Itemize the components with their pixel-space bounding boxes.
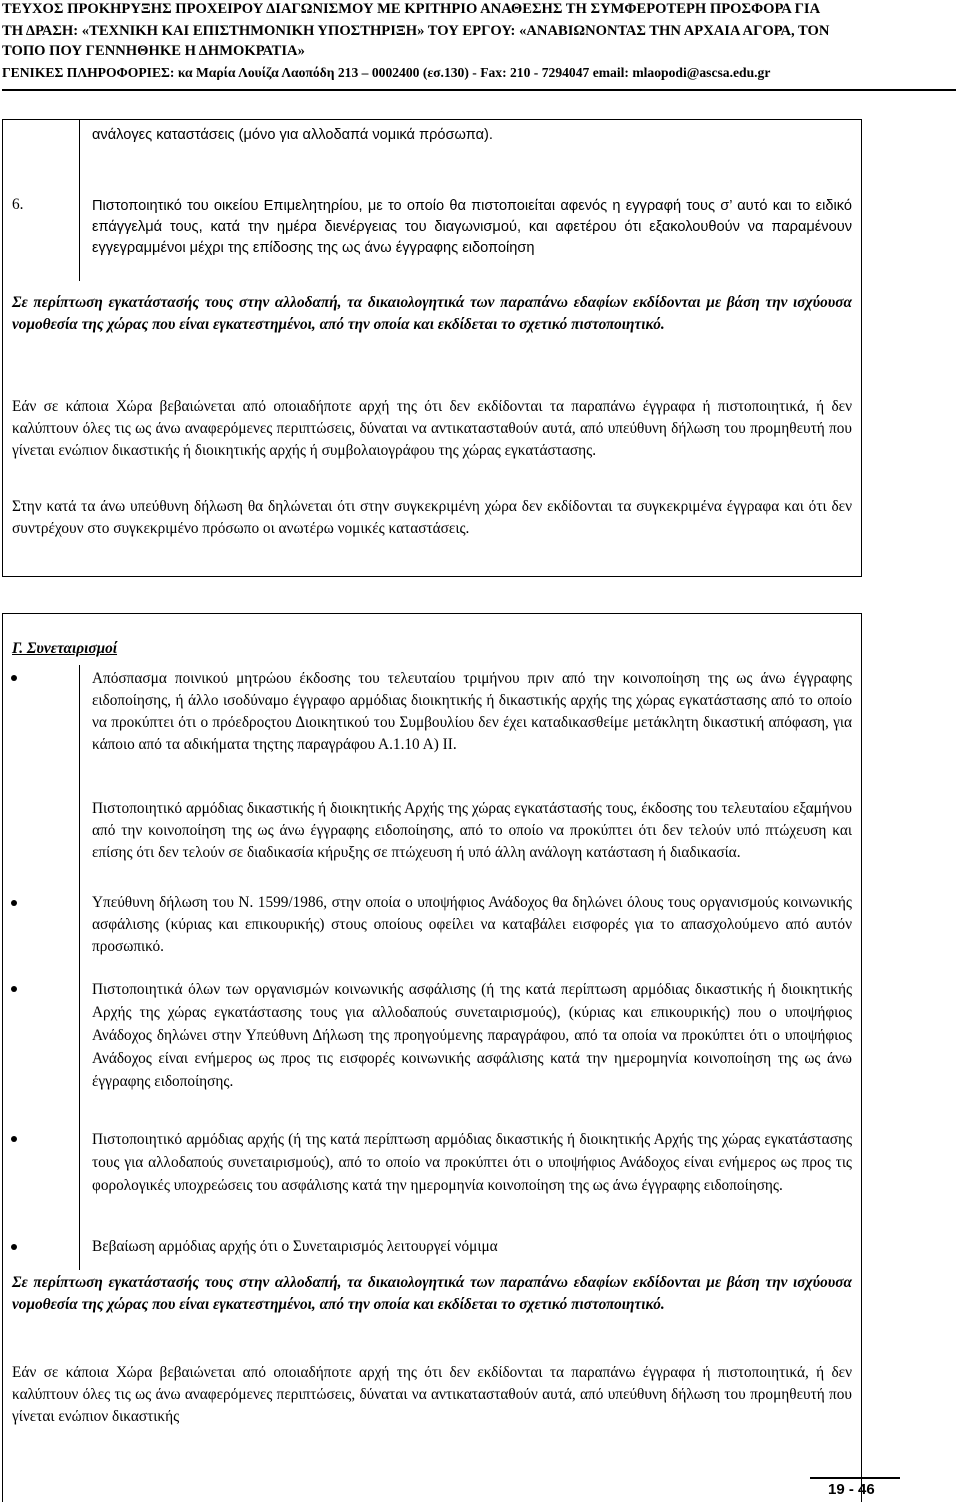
item-number: 6. xyxy=(12,196,24,213)
tax-certificate-item: Πιστοποιητικό αρμόδιας αρχής (ή της κατά περίπτωση αρμόδιας δικαστικής ή διοικητικής Αρχής της χώρας εγκατάστασης τους για αλλοδαπούς συνεταιρισμούς), από το οποίο να προκύπτει ότι ο υποψήφιος Ανάδοχος είναι ενήμερος ως προς τις φορολογικές υποχρεώσεις του ασφάλισης κατά την ημερομηνία κοινοποίηση της ως άνω έγγραφης ειδοποίησης. xyxy=(92,1131,852,1194)
header-contact-line: ΓΕΝΙΚΕΣ ΠΛΗΡΟΦΟΡΙΕΣ: κα Μαρία Λουίζα Λαοπόδη 213 – 0002400 (εσ.130) - Fax: 210 - 7294047 email: mlaopodi@ascsa.edu.gr xyxy=(2,65,771,80)
header-line-3: ΤΟΠΟ ΠΟΥ ΓΕΝΝΗΘΗΚΕ Η ΔΗΜΟΚΡΑΤΙΑ» xyxy=(2,43,305,59)
header-line-1: ΤΕΥΧΟΣ ΠΡΟΚΗΡΥΞΗΣ ΠΡΟΧΕΙΡΟΥ ΔΙΑΓΩΝΙΣΜΟΥ ΜΕ ΚΡΙΤΗΡΙΟ ΑΝΑΘΕΣΗΣ ΤΗ ΣΥΜΦΕΡΟΤΕΡΗ ΠΡΟΣΦΟΡΑ ΓΙΑ xyxy=(2,1,821,17)
bullet-icon xyxy=(11,900,17,906)
foreign-establishment-note-2: Σε περίπτωση εγκατάστασής τους στην αλλοδαπή, τα δικαιολογητικά των παραπάνω εδαφίων εκδίδονται με βάση την ισχύουσα νομοθεσία της χώρας που είναι εγκατεστημένοι, από την οποία και εκδίδεται το σχετικό πιστοποιητικό. xyxy=(12,1274,852,1313)
bullet-icon xyxy=(11,1136,17,1142)
criminal-record-item: Απόσπασμα ποινικού μητρώου έκδοσης του τελευταίου τριμήνου πριν από την κοινοποίηση της ως άνω έγγραφης ειδοποίησης, ή άλλο ισοδύναμο έγγραφο αρμόδιας διοικητικής ή δικαστικής αρχής της χώρας εγκατάστασης από το οποίο να προκύπτει ότι ο πρόεδροςτου Διοικητικού του Συμβουλίου δεν έχει καταδικασθείμε μετάκλητη δικαστική απόφαση, για κάποιο από τα αδικήματα τηςτης παραγράφου Α.1.10 Α) ΙΙ. xyxy=(92,670,852,753)
foreign-establishment-note: Σε περίπτωση εγκατάστασής τους στην αλλοδαπή, τα δικαιολογητικά των παραπάνω εδαφίων εκδίδονται με βάση την ισχύουσα νομοθεσία της χώρας που είναι εγκατεστημένοι, από την οποία και εκδίδεται το σχετικό πιστοποιητικό. xyxy=(12,294,852,333)
chamber-certificate-item: Πιστοποιητικό του οικείου Επιμελητηρίου, με το οποίο θα πιστοποιείται αφενός η εγγραφή τους σ’ αυτό και το ειδικό επάγγελμά τους, κατά την ημέρα διενέργειας του διαγωνισμού, και αφετέρου ότι εξακολουθούν να παραμένουν εγγεγραμμένοι μέχρι της επίδοσης της ως άνω έγγραφης ειδοποίηση xyxy=(92,198,852,256)
bullet-icon xyxy=(11,1244,17,1250)
substitute-declaration-paragraph: Εάν σε κάποια Χώρα βεβαιώνεται από οποιαδήποτε αρχή της ότι δεν εκδίδονται τα παραπάνω έγγραφα ή πιστοποιητικά, ή δεν καλύπτουν όλες τις ως άνω αναφερόμενες περιπτώσεις, δύναται να αντικατασταθούν αυτά, από υπεύθυνη δήλωση του προμηθευτή που γίνεται ενώπιον δικαστικής ή διοικητικής αρχής ή συμβολαιογράφου της χώρας εγκατάστασης. xyxy=(12,398,852,459)
column-divider xyxy=(79,119,80,281)
bullet-icon xyxy=(11,986,17,992)
bullet-column-divider xyxy=(79,665,80,1270)
continued-line: ανάλογες καταστάσεις (μόνο για αλλοδαπά νομικά πρόσωπα). xyxy=(92,127,493,143)
header-line-2: ΤΗ ΔΡΑΣΗ: «ΤΕΧΝΙΚΗ ΚΑΙ ΕΠΙΣΤΗΜΟΝΙΚΗ ΥΠΟΣΤΗΡΙΞΗ» ΤΟΥ ΕΡΓΟΥ: «ΑΝΑΒΙΩΝΟΝΤΑΣ ΤΗΝ ΑΡΧΑΙΑ ΑΓΟΡΑ, ΤΟΝ xyxy=(2,23,830,39)
social-insurance-certificates-item: Πιστοποιητικά όλων των οργανισμών κοινωνικής ασφάλισης (ή της κατά περίπτωση αρμόδιας δικαστικής ή διοικητικής Αρχής της χώρας εγκατάστασης τους για αλλοδαπούς συνεταιρισμούς), (κύριας και επικουρικής) που ο υποψήφιος Ανάδοχος δηλώνει στην Υπεύθυνη Δήλωση της προηγούμενης παραγράφου, από τα οποία να προκύπτει ότι ο υποψήφιος Ανάδοχος είναι ενήμερος ως προς τις εισφορές κοινωνικής ασφάλισης κατά την ημερομηνία κοινοποίηση της ως άνω έγγραφης ειδοποίησης. xyxy=(92,981,852,1090)
bankruptcy-certificate-item: Πιστοποιητικό αρμόδιας δικαστικής ή διοικητικής Αρχής της χώρας εγκατάστασής τους, έκδοσης του τελευταίου εξαμήνου από την κοινοποίηση της ως άνω έγγραφης ειδοποίησης, από το οποίο να προκύπτει ότι δεν τελούν υπό πτώχευση και επίσης ότι δεν τελούν σε διαδικασία κήρυξης σε πτώχευση ή υπό άλλη ανάλογη κατάσταση ή διαδικασία. xyxy=(92,800,852,861)
declaration-content-paragraph: Στην κατά τα άνω υπεύθυνη δήλωση θα δηλώνεται ότι στην συγκεκριμένη χώρα δεν εκδίδονται τα συγκεκριμένα έγγραφα και ότι δεν συντρέχουν στο συγκεκριμένο πρόσωπο οι ανωτέρω νομικές καταστάσεις. xyxy=(12,498,852,537)
header-divider xyxy=(2,89,956,91)
bullet-icon xyxy=(11,675,17,681)
page-number: 19 - 46 xyxy=(828,1481,875,1498)
social-insurance-declaration-item: Υπεύθυνη δήλωση του Ν. 1599/1986, στην οποία ο υποψήφιος Ανάδοχος θα δηλώνει όλους τους οργανισμούς κοινωνικής ασφάλισης (κύριας και επικουρικής) στους οποίους οφείλει να καταβάλει εισφορές για το απασχολούμενο από αυτόν προσωπικό. xyxy=(92,894,852,955)
section-heading: Γ. Συνεταιρισμοί xyxy=(12,640,118,657)
substitute-declaration-paragraph-2: Εάν σε κάποια Χώρα βεβαιώνεται από οποιαδήποτε αρχή της ότι δεν εκδίδονται τα παραπάνω έγγραφα ή πιστοποιητικά, ή δεν καλύπτουν όλες τις ως άνω αναφερόμενες περιπτώσεις, δύναται να αντικατασταθούν αυτά, από υπεύθυνη δήλωση του προμηθευτή που γίνεται ενώπιον δικαστικής xyxy=(12,1364,852,1425)
legal-operation-item: Βεβαίωση αρμόδιας αρχής ότι ο Συνεταιρισμός λειτουργεί νόμιμα xyxy=(92,1238,498,1255)
